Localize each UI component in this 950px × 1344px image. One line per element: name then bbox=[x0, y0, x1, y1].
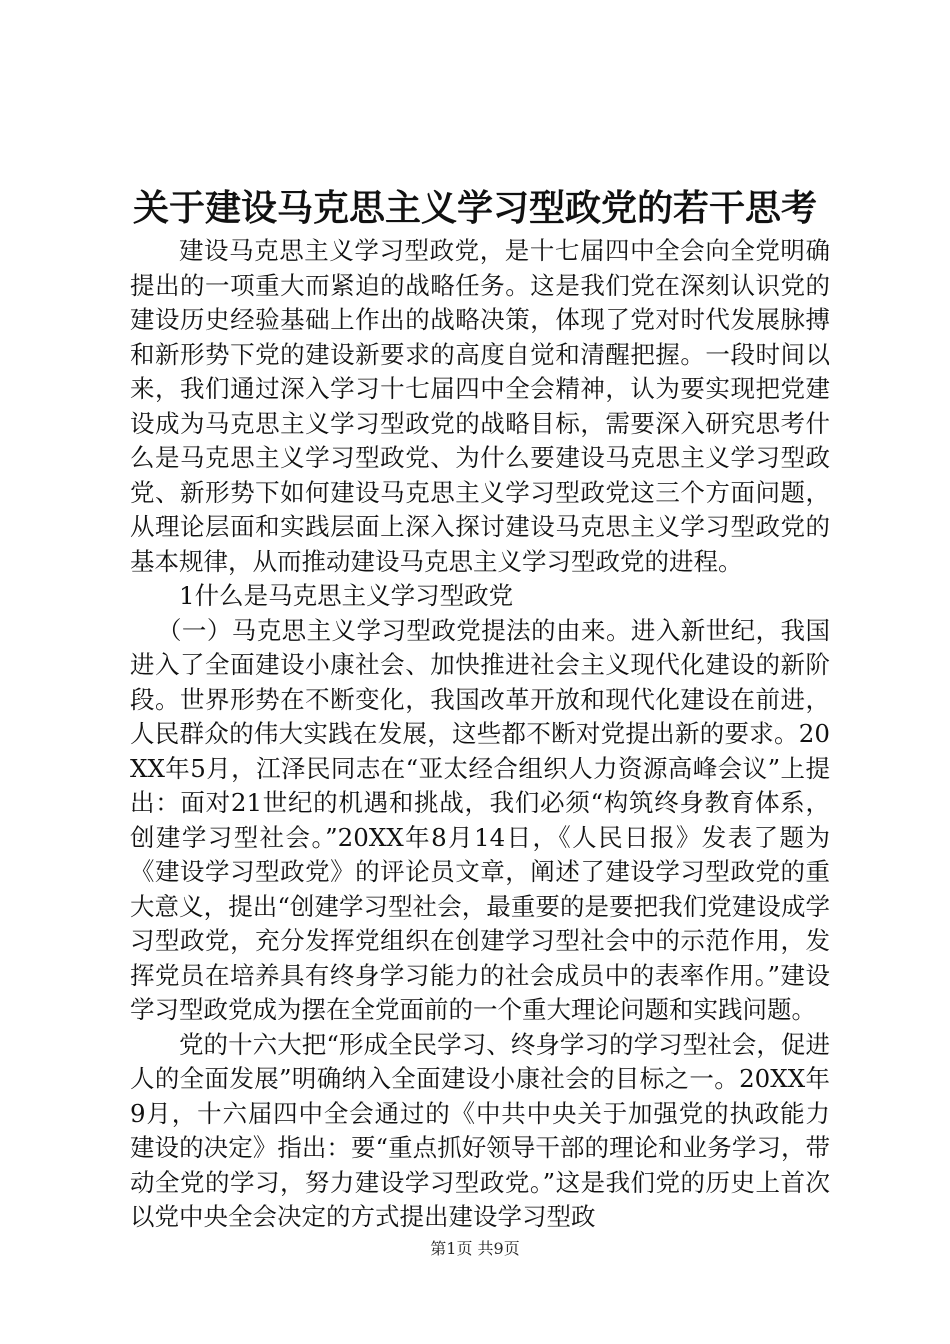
paragraph-sixteenth-congress: 党的十六大把“形成全民学习、终身学习的学习型社会，促进人的全面发展”明确纳入全面建设小康社会的目标之一。20XX年9月，十六届四中全会通过的《中共中央关于加强党的执政能力建设的决定》指出：要“重点抓好领导干部的理论和业务学习，带动全党的学习，努力建设学习型政党。”这是我们党的历史上首次以党中央全会决定的方式提出建设学习型政 bbox=[130, 1029, 830, 1231]
paragraph-origin: （一）马克思主义学习型政党提法的由来。进入新世纪，我国进入了全面建设小康社会、加快推进社会主义现代化建设的新阶段。世界形势在不断变化，我国改革开放和现代化建设在前进，人民群众的伟大实践在发展，这些都不断对党提出新的要求。20XX年5月，江泽民同志在“亚太经合组织人力资源高峰会议”上提出：面对21世纪的机遇和挑战，我们必须“构筑终身教育体系，创建学习型社会。”20XX年8月14日，《人民日报》发表了题为《建设学习型政党》的评论员文章，阐述了建设学习型政党的重大意义，提出“创建学习型社会，最重要的是要把我们党建设成学习型政党，充分发挥党组织在创建学习型社会中的示范作用，发挥党员在培养具有终身学习能力的社会成员中的表率作用。”建设学习型政党成为摆在全党面前的一个重大理论问题和实践问题。 bbox=[130, 615, 830, 1024]
document-title: 关于建设马克思主义学习型政党的若干思考 bbox=[132, 187, 817, 229]
section-heading: 1什么是马克思主义学习型政党 bbox=[179, 581, 514, 610]
document-body bbox=[130, 234, 830, 1235]
paragraph-intro: 建设马克思主义学习型政党，是十七届四中全会向全党明确提出的一项重大而紧迫的战略任务。这是我们党在深刻认识党的建设历史经验基础上作出的战略决策，体现了党对时代发展脉搏和新形势下党的建设新要求的高度自觉和清醒把握。一段时间以来，我们通过深入学习十七届四中全会精神，认为要实现把党建设成为马克思主义学习型政党的战略目标，需要深入研究思考什么是马克思主义学习型政党、为什么要建设马克思主义学习型政党、新形势下如何建设马克思主义学习型政党这三个方面问题，从理论层面和实践层面上深入探讨建设马克思主义学习型政党的基本规律，从而推动建设马克思主义学习型政党的进程。 bbox=[130, 236, 830, 576]
page-footer: 第1页 共9页 bbox=[430, 1239, 520, 1258]
